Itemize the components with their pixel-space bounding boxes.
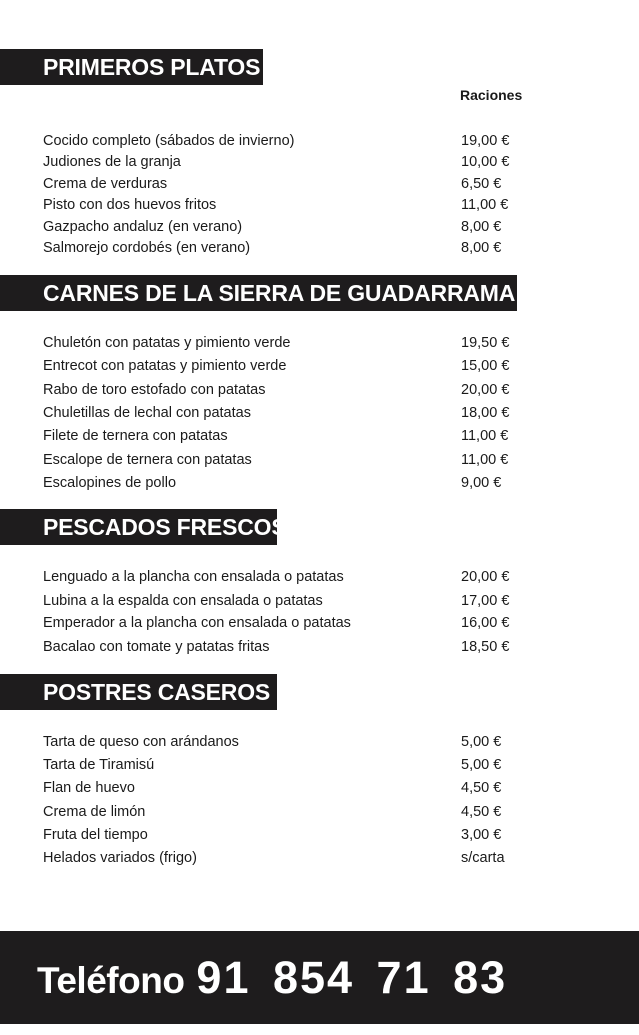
menu-item-name: Lubina a la espalda con ensalada o patatas <box>43 593 323 609</box>
menu-item-price: 4,50 € <box>461 780 502 796</box>
menu-item-name: Bacalao con tomate y patatas fritas <box>43 639 270 655</box>
menu-item-price: 11,00 € <box>461 197 509 213</box>
menu-item <box>43 332 603 354</box>
menu-item <box>43 590 603 612</box>
menu-item-name: Rabo de toro estofado con patatas <box>43 382 266 398</box>
menu-item <box>43 801 603 823</box>
menu-item <box>43 173 603 195</box>
menu-item <box>43 355 603 377</box>
menu-item-name: Escalope de ternera con patatas <box>43 452 252 468</box>
section-title-primeros-platos: PRIMEROS PLATOS <box>0 49 263 85</box>
menu-item-price: 4,50 € <box>461 804 502 820</box>
menu-item-price: 15,00 € <box>461 358 510 374</box>
menu-item-name: Pisto con dos huevos fritos <box>43 197 217 213</box>
menu-item-name: Flan de huevo <box>43 780 135 796</box>
menu-item-name: Emperador a la plancha con ensalada o patatas <box>43 615 351 631</box>
menu-item-name: Lenguado a la plancha con ensalada o patatas <box>43 569 344 585</box>
raciones-header: Raciones <box>460 87 523 103</box>
menu-item <box>43 379 603 401</box>
section-title-pescados-frescos: PESCADOS FRESCOS <box>0 509 277 545</box>
menu-item-name: Crema de limón <box>43 804 146 820</box>
footer-phone-bar <box>0 931 639 1024</box>
menu-item-price: 8,00 € <box>461 219 502 235</box>
menu-item-price: 5,00 € <box>461 734 502 750</box>
menu-item <box>43 824 603 846</box>
menu-item-name: Cocido completo (sábados de invierno) <box>43 133 295 149</box>
menu-item-price: 16,00 € <box>461 615 510 631</box>
menu-item <box>43 612 603 634</box>
menu-item-price: 20,00 € <box>461 569 510 585</box>
menu-item <box>43 237 603 259</box>
menu-item-price: 17,00 € <box>461 593 510 609</box>
menu-item-name: Escalopines de pollo <box>43 475 177 491</box>
menu-item-price: 18,50 € <box>461 639 510 655</box>
menu-item <box>43 472 603 494</box>
menu-item-name: Judiones de la granja <box>43 154 181 170</box>
menu-item <box>43 847 603 869</box>
menu-item-price: 10,00 € <box>461 154 510 170</box>
menu-item-name: Filete de ternera con patatas <box>43 428 228 444</box>
menu-item <box>43 425 603 447</box>
menu-item <box>43 754 603 776</box>
menu-item <box>43 636 603 658</box>
menu-item <box>43 130 603 152</box>
menu-item-price: 18,00 € <box>461 405 510 421</box>
menu-item-name: Tarta de queso con arándanos <box>43 734 239 750</box>
menu-item-name: Gazpacho andaluz (en verano) <box>43 219 243 235</box>
menu-item <box>43 216 603 238</box>
menu-item-name: Chuletillas de lechal con patatas <box>43 405 251 421</box>
menu-item <box>43 402 603 424</box>
phone-number[interactable]: 91 854 71 83 <box>196 952 508 1003</box>
menu-item <box>43 151 603 173</box>
menu-item-price: 11,00 € <box>461 452 509 468</box>
phone-contact <box>37 931 507 1024</box>
menu-item <box>43 731 603 753</box>
menu-item-name: Helados variados (frigo) <box>43 850 197 866</box>
menu-item-name: Salmorejo cordobés (en verano) <box>43 240 251 256</box>
menu-item <box>43 449 603 471</box>
menu-item-price: s/carta <box>461 850 505 866</box>
menu-item <box>43 566 603 588</box>
menu-item-price: 3,00 € <box>461 827 502 843</box>
menu-item-name: Tarta de Tiramisú <box>43 757 155 773</box>
menu-item-price: 19,00 € <box>461 133 510 149</box>
menu-item-price: 11,00 € <box>461 428 509 444</box>
section-title-carnes: CARNES DE LA SIERRA DE GUADARRAMA <box>0 275 517 311</box>
section-title-postres-caseros: POSTRES CASEROS <box>0 674 277 710</box>
menu-item-price: 8,00 € <box>461 240 502 256</box>
menu-item-price: 9,00 € <box>461 475 502 491</box>
menu-item-price: 5,00 € <box>461 757 502 773</box>
phone-label: Teléfono <box>37 960 185 1001</box>
menu-item-price: 6,50 € <box>461 176 502 192</box>
menu-item <box>43 194 603 216</box>
menu-item-name: Chuletón con patatas y pimiento verde <box>43 335 291 351</box>
menu-item-price: 20,00 € <box>461 382 510 398</box>
menu-item <box>43 777 603 799</box>
menu-item-name: Entrecot con patatas y pimiento verde <box>43 358 287 374</box>
menu-item-price: 19,50 € <box>461 335 510 351</box>
menu-item-name: Fruta del tiempo <box>43 827 148 843</box>
menu-item-name: Crema de verduras <box>43 176 168 192</box>
